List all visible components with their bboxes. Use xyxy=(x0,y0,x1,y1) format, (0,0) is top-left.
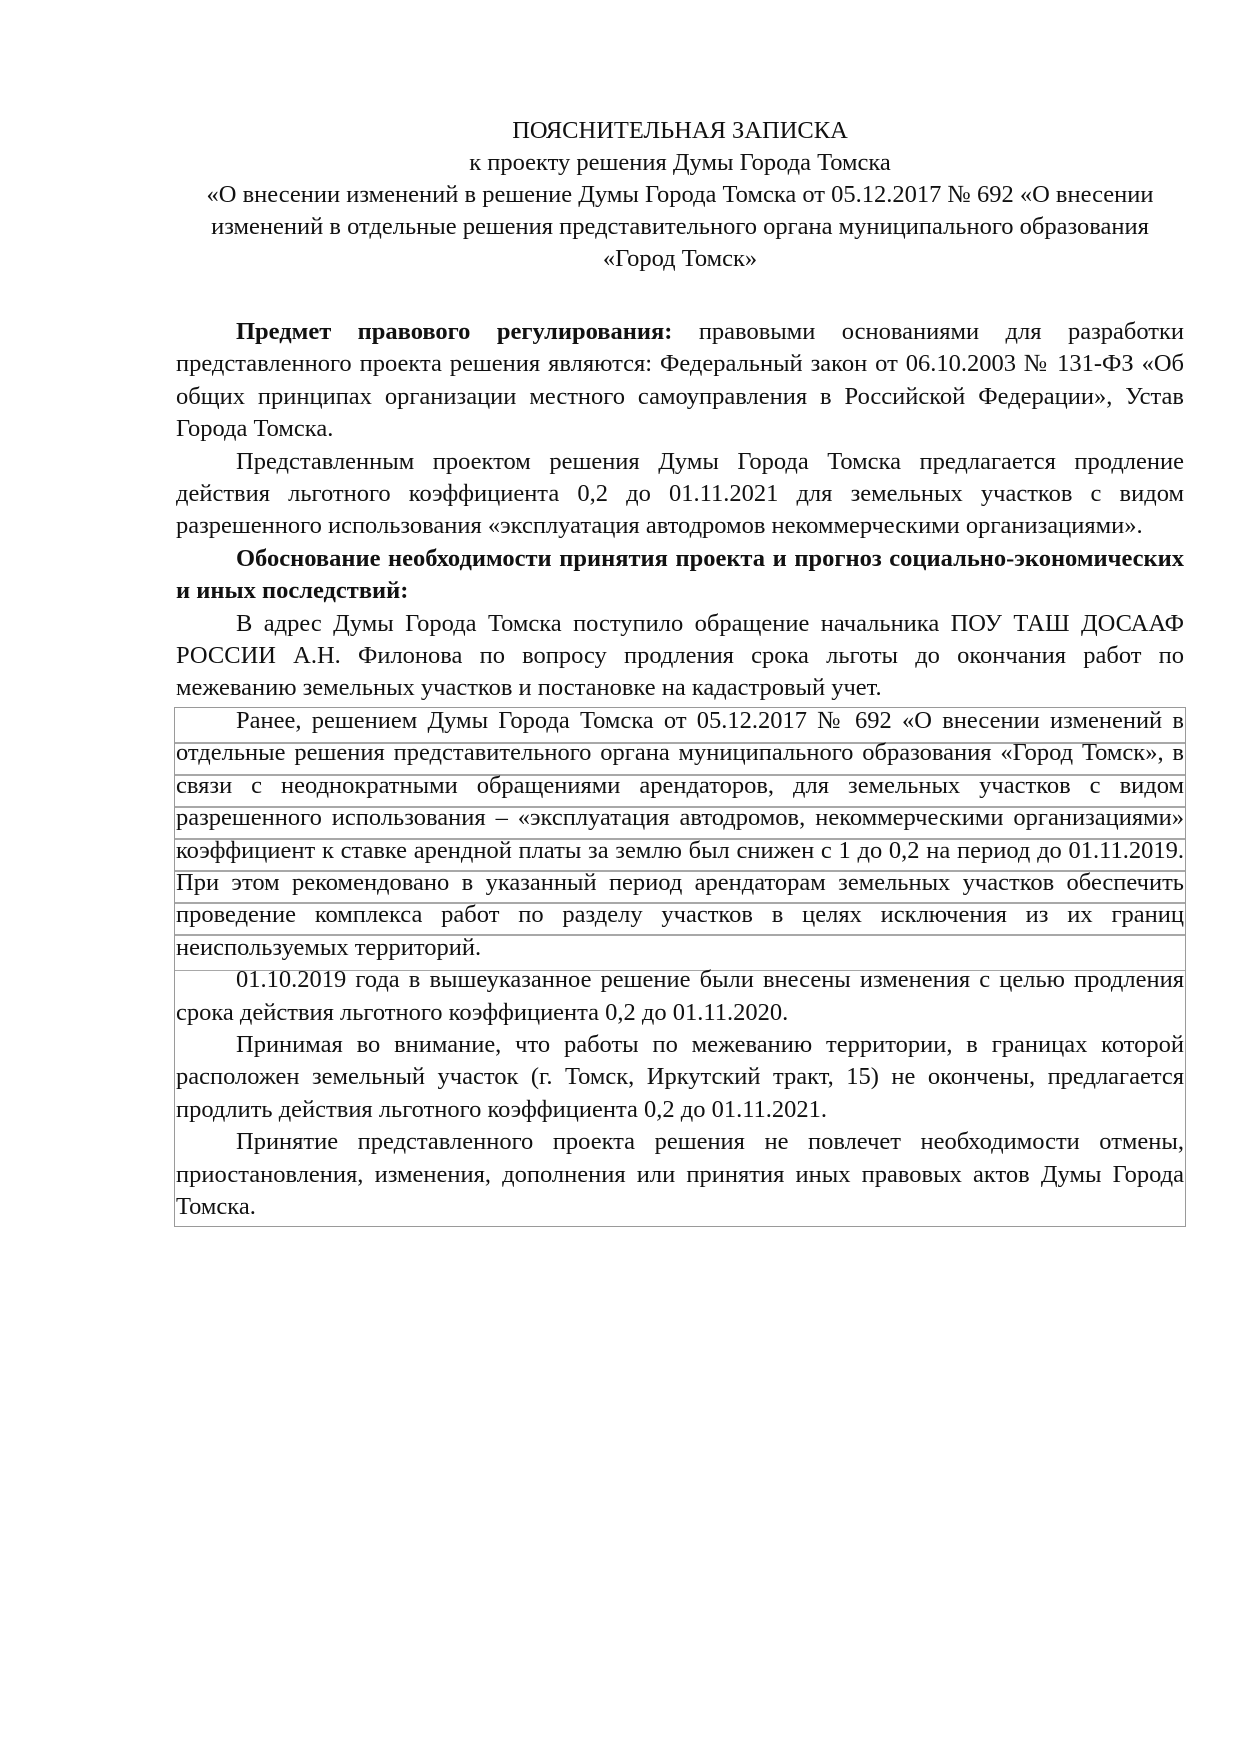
section-heading: Предмет правового регулирования: xyxy=(236,318,673,345)
document-subtitle: к проекту решения Думы Города Томска xyxy=(469,149,891,176)
document-header xyxy=(175,115,1185,275)
section-heading: Обоснование необходимости принятия проекта и прогноз социально-экономических и иных последствий: xyxy=(176,544,1184,605)
paragraph-text: правовыми основаниями для разработки представленного проекта решения являются: Федеральный закон от 06.10.2003 № 131-ФЗ «Об общих принципах организации местного самоуправления в Российской Федерации», Устав Города Томска. xyxy=(176,318,1184,443)
section-heading-paragraph xyxy=(176,543,1184,608)
paragraph: Принимая во внимание, что работы по межеванию территории, в границах которой расположен земельный участок (г. Томск, Иркутский тракт, 15) не окончены, предлагается продлить действия льготного коэффициента 0,2 до 01.11.2021. xyxy=(176,1030,1184,1123)
paragraph: В адрес Думы Города Томска поступило обращение начальника ПОУ ТАШ ДОСААФ РОССИИ А.Н. Филонова по вопросу продления срока льготы до окончания работ по межеванию земельных участков и постановке на кадастровый учет. xyxy=(176,609,1184,702)
document-body xyxy=(176,316,1184,1223)
document-subject-line: изменений в отдельные решения представительного органа муниципального образования xyxy=(211,213,1149,240)
document-subject-line: «О внесении изменений в решение Думы Города Томска от 05.12.2017 № 692 «О внесении xyxy=(206,181,1154,208)
paragraph-legal-basis xyxy=(176,316,1184,446)
document-title: ПОЯСНИТЕЛЬНАЯ ЗАПИСКА xyxy=(512,117,848,144)
document-subject-line: «Город Томск» xyxy=(602,245,758,272)
paragraph: Принятие представленного проекта решения не повлечет необходимости отмены, приостановления, изменения, дополнения или принятия иных правовых актов Думы Города Томска. xyxy=(176,1128,1184,1220)
paragraph: 01.10.2019 года в вышеуказанное решение были внесены изменения с целью продления срока действия льготного коэффициента 0,2 до 01.11.2020. xyxy=(176,966,1184,1026)
paragraph: Представленным проектом решения Думы Города Томска предлагается продление действия льготного коэффициента 0,2 до 01.11.2021 для земельных участков с видом разрешенного использования «эксплуатация автодромов некоммерческими организациями». xyxy=(176,447,1184,540)
paragraph: Ранее, решением Думы Города Томска от 05.12.2017 № 692 «О внесении изменений в отдельные решения представительного органа муниципального образования «Город Томск», в связи с неоднократными обращениями арендаторов, для земельных участков с видом разрешенного использования – «эксплуатация автодромов, некоммерческими организациями» коэффициент к ставке арендной платы за землю был снижен с 1 до 0,2 на период до 01.11.2019. При этом рекомендовано в указанный период арендаторам земельных участков обеспечить проведение комплекса работ по разделу участков в целях исключения из их границ неиспользуемых территорий. xyxy=(176,706,1184,961)
